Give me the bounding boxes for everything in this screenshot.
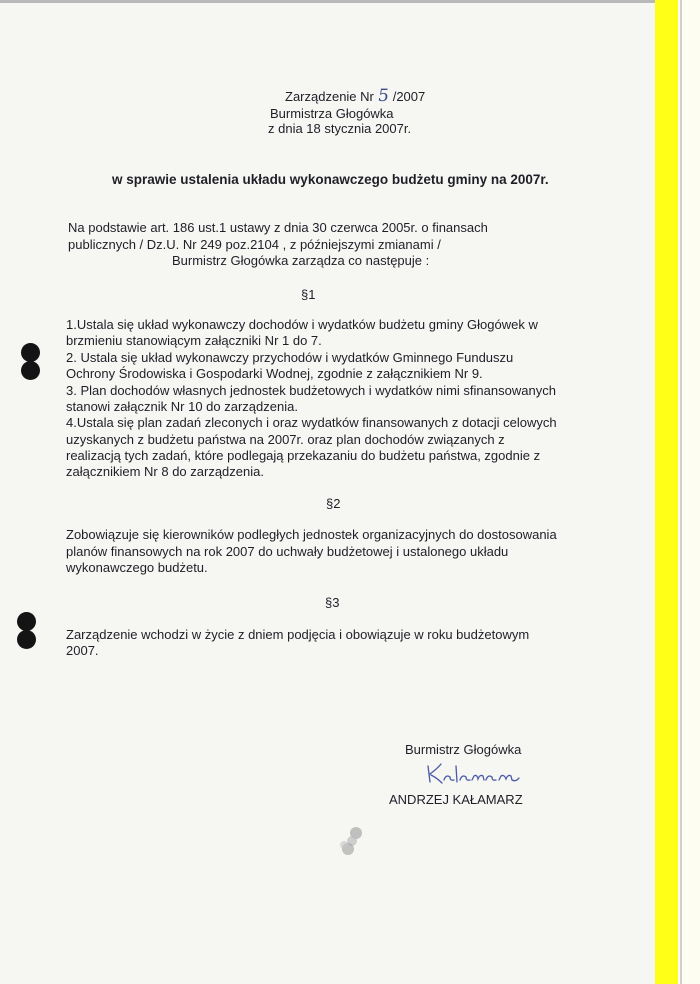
- section1-line: Ochrony Środowiska i Gospodarki Wodnej, zgodnie z załącznikiem Nr 9.: [66, 366, 483, 381]
- section1-line: 1.Ustala się układ wykonawczy dochodów i wydatków budżetu gminy Głogówek w: [66, 317, 538, 332]
- section3-line: 2007.: [66, 643, 99, 658]
- section2-line: Zobowiązuje się kierowników podległych jednostek organizacyjnych do dostosowania: [66, 527, 557, 542]
- section3-heading: §3: [325, 595, 340, 610]
- document-title: w sprawie ustalenia układu wykonawczego budżetu gminy na 2007r.: [112, 172, 549, 187]
- preamble-line: Burmistrz Głogówka zarządza co następuje :: [172, 253, 430, 268]
- date-line: z dnia 18 stycznia 2007r.: [268, 121, 412, 136]
- punch-hole: [21, 361, 40, 380]
- section3-line: Zarządzenie wchodzi w życie z dniem podjęcia i obowiązuje w roku budżetowym: [66, 627, 530, 642]
- section1-line: 2. Ustala się układ wykonawczy przychodów i wydatków Gminnego Funduszu: [66, 350, 514, 365]
- preamble-line: publicznych / Dz.U. Nr 249 poz.2104 , z późniejszymi zmianami /: [68, 237, 441, 252]
- yellow-edge-strip: [655, 0, 678, 984]
- section2-line: wykonawczego budżetu.: [66, 560, 208, 575]
- section1-line: brzmieniu stanowiącym załączniki Nr 1 do 7.: [66, 333, 322, 348]
- top-scan-edge: [0, 0, 700, 3]
- section2-line: planów finansowych na rok 2007 do uchwały budżetowej i ustalonego układu: [66, 544, 509, 559]
- section1-line: uzyskanych z budżetu państwa na 2007r. oraz plan dochodów związanych z: [66, 432, 505, 447]
- section1-line: 3. Plan dochodów własnych jednostek budżetowych i wydatków nimi sfinansowanych: [66, 383, 556, 398]
- signatory-title: Burmistrz Głogówka: [405, 742, 522, 757]
- section1-heading: §1: [301, 287, 316, 302]
- section1-line: 4.Ustala się plan zadań zleconych i oraz wydatków finansowanych z dotacji celowych: [66, 415, 557, 430]
- punch-hole: [17, 630, 36, 649]
- section1-line: załącznikiem Nr 8 do zarządzenia.: [66, 464, 264, 479]
- document-year: /2007: [392, 89, 426, 104]
- issuer-line: Burmistrza Głogówka: [270, 106, 394, 121]
- section1-line: realizacją tych zadań, które podlegają przekazaniu do budżetu państwa, zgodnie z: [66, 448, 541, 463]
- ink-smudge: [330, 825, 370, 865]
- handwritten-signature: [424, 760, 539, 790]
- punch-hole: [21, 343, 40, 362]
- punch-hole: [17, 612, 36, 631]
- zarzadzenie-label: Zarządzenie Nr: [285, 89, 374, 104]
- scan-edge-line: [680, 0, 682, 984]
- handwritten-number: 5: [376, 86, 391, 106]
- preamble-line: Na podstawie art. 186 ust.1 ustawy z dnia 30 czerwca 2005r. o finansach: [68, 220, 488, 235]
- signatory-name: ANDRZEJ KAŁAMARZ: [389, 792, 523, 807]
- section1-line: stanowi załącznik Nr 10 do zarządzenia.: [66, 399, 298, 414]
- section2-heading: §2: [326, 496, 341, 511]
- document-number-line: [285, 88, 425, 105]
